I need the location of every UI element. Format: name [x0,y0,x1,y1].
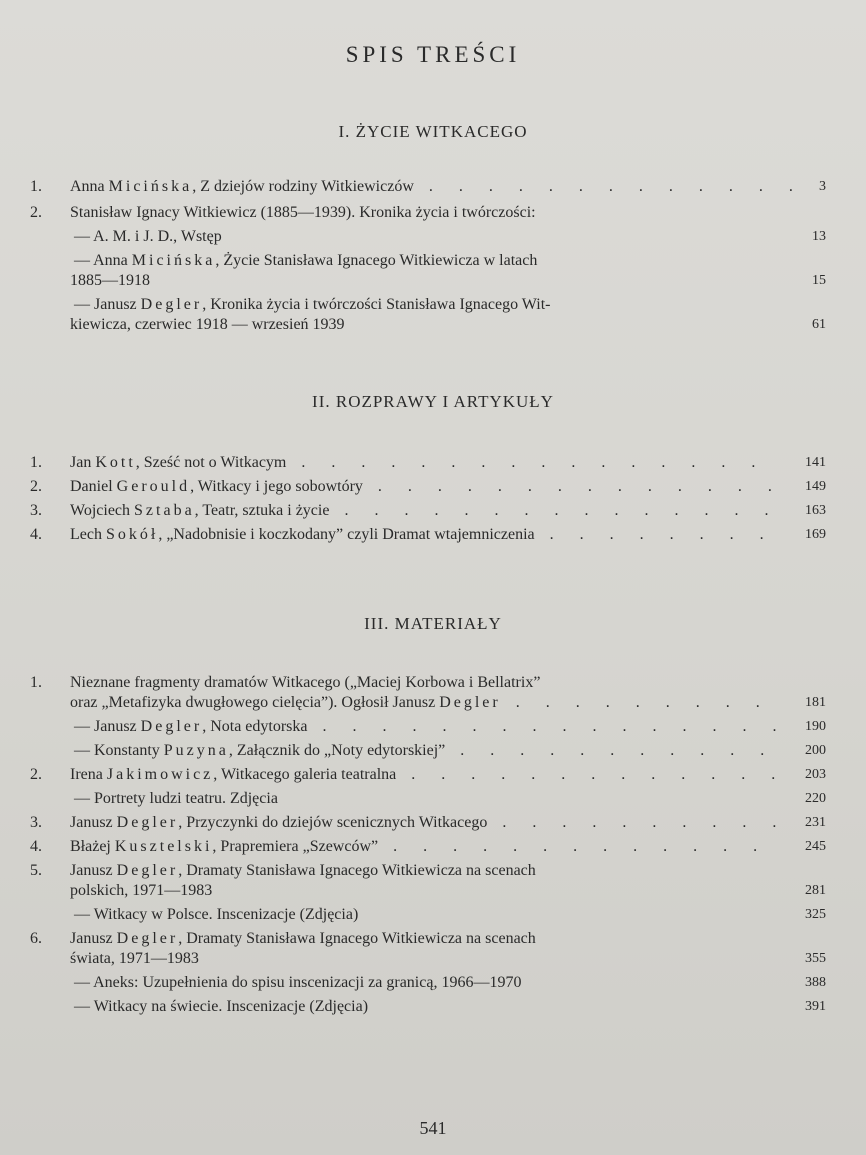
toc-entry [30,500,826,522]
entry-text-after: , Sześć not o Witkacym [135,454,287,471]
entry-title [70,812,787,834]
entry-page: 281 [805,883,826,898]
entry-number: 3. [30,502,42,519]
entry-text-before: — Janusz [74,718,141,735]
toc-entry [30,524,826,546]
entry-page: 325 [805,907,826,922]
author-surname: Puzyna [163,742,229,759]
toc-entry [30,692,826,714]
toc-entry [30,904,826,926]
entry-text-after: , „Nadobnisie i koczkodany” czyli Dramat wtajemniczenia [158,526,535,543]
leader-dots: . . . . . . . . . . . . . . . [329,502,780,519]
toc-entry [30,314,826,336]
entry-text-after: , Załącznik do „Noty edytorskiej” [228,742,446,759]
toc-entry [30,928,826,950]
entry-page: 61 [812,317,826,332]
entry-title: polskich, 1971—1983 [70,882,213,899]
toc-entry [30,836,826,858]
entry-title [74,294,550,316]
entry-number: 2. [30,478,42,495]
entry-title: — A. M. i J. D., Wstęp [74,228,222,245]
entry-page: 13 [812,229,826,244]
entry-text-after: , Kronika życia i twórczości Stanisława Ignacego Wit- [202,296,551,313]
entry-number: 4. [30,838,42,855]
leader-dots: . . . . . . . . . . . . . . . . [307,718,788,735]
entry-page: 181 [805,695,826,710]
author-surname: Degler [116,930,179,947]
leader-dots: . . . . . . . . . [500,694,771,711]
entry-text-after: , Teatr, sztuka i życie [194,502,330,519]
entry-page: 3 [819,179,826,194]
entry-text-before: Janusz [70,862,117,879]
author-surname: Degler [140,718,203,735]
entry-number: 6. [30,930,42,947]
entry-number: 1. [30,178,42,195]
leader-dots: . . . . . . . . . . . . . . . . [286,454,767,471]
entry-text-before: — Janusz [74,296,141,313]
entry-title [70,860,536,882]
entry-text-after: , Nota edytorska [202,718,308,735]
toc-entry [30,294,826,316]
entry-page: 231 [805,815,826,830]
entry-title [74,716,788,738]
entry-title [70,524,775,546]
entry-page: 203 [805,767,826,782]
entry-page: 15 [812,273,826,288]
entry-page: 149 [805,479,826,494]
entry-text-before: Wojciech [70,502,135,519]
entry-title [70,928,536,950]
entry-text-before: Lech [70,526,106,543]
entry-page: 141 [805,455,826,470]
toc-entry [30,716,826,738]
entry-text-after: , Prapremiera „Szewców” [212,838,379,855]
entry-title [74,250,537,272]
entry-page: 388 [805,975,826,990]
toc-entry [30,764,826,786]
entry-page: 245 [805,839,826,854]
section-heading: II. ROZPRAWY I ARTYKUŁY [312,392,554,411]
entry-text-before: — Konstanty [74,742,164,759]
author-surname: Micińska [108,178,193,195]
author-surname: Degler [439,694,501,711]
author-surname: Degler [116,814,179,831]
entry-text-after: , Dramaty Stanisława Ignacego Witkiewicza na scenach [178,930,536,947]
entry-title [74,740,775,762]
author-surname: Sokół [105,526,159,543]
toc-entry [30,226,826,248]
entry-title: — Aneks: Uzupełnienia do spisu inscenizacji za granicą, 1966—1970 [74,974,522,991]
author-surname: Gerould [116,478,191,495]
entry-page: 200 [805,743,826,758]
entry-page: 190 [805,719,826,734]
entry-title [70,692,771,714]
section-heading: I. ŻYCIE WITKACEGO [338,122,528,141]
entry-title [70,176,804,198]
toc-entry [30,476,826,498]
toc-entry [30,672,826,694]
entry-title [70,764,786,786]
entry-number: 3. [30,814,42,831]
toc-entry [30,948,826,970]
entry-text-after: , Z dziejów rodziny Witkiewiczów [192,178,414,195]
entry-number: 1. [30,454,42,471]
toc-entry [30,972,826,994]
author-surname: Micińska [131,252,216,269]
author-surname: Jakimowicz [106,766,214,783]
entry-page: 163 [805,503,826,518]
entry-text-after: , Dramaty Stanisława Ignacego Witkiewicza na scenach [178,862,536,879]
entry-title: Stanisław Ignacy Witkiewicz (1885—1939). Kronika życia i twórczości: [70,204,536,221]
entry-number: 2. [30,766,42,783]
entry-text-before: Daniel [70,478,117,495]
leader-dots: . . . . . . . . . . . . . [378,838,769,855]
entry-title [70,500,779,522]
toc-entry [30,880,826,902]
entry-page: 355 [805,951,826,966]
entry-text-before: Janusz [70,930,117,947]
entry-title: Nieznane fragmenty dramatów Witkacego („Maciej Korbowa i Bellatrix” [70,674,541,691]
page-title: SPIS TREŚCI [345,42,521,67]
leader-dots: . . . . . . . . [534,526,775,543]
entry-text-after: , Życie Stanisława Ignacego Witkiewicza w latach [215,252,538,269]
toc-entry [30,202,826,224]
entry-text-before: Jan [70,454,96,471]
entry-text-after: , Witkacy i jego sobowtóry [190,478,363,495]
toc-entry [30,860,826,882]
author-surname: Sztaba [134,502,195,519]
toc-entry [30,788,826,810]
entry-title: kiewicza, czerwiec 1918 — wrzesień 1939 [70,316,345,333]
entry-text-after: , Witkacego galeria teatralna [213,766,397,783]
leader-dots: . . . . . . . . . . . . . . [362,478,783,495]
author-surname: Kott [95,454,136,471]
leader-dots: . . . . . . . . . . [487,814,788,831]
entry-title: — Witkacy na świecie. Inscenizacje (Zdjęcia) [74,998,369,1015]
entry-title: — Portrety ludzi teatru. Zdjęcia [74,790,278,807]
toc-entry [30,996,826,1018]
entry-number: 2. [30,204,42,221]
entry-number: 1. [30,674,42,691]
entry-page: 391 [805,999,826,1014]
section-heading: III. MATERIAŁY [364,614,502,633]
entry-text-before: Irena [70,766,107,783]
entry-number: 4. [30,526,42,543]
entry-title [70,476,783,498]
author-surname: Degler [116,862,179,879]
entry-text-before: — Anna [74,252,132,269]
entry-title [70,452,766,474]
entry-text-before: oraz „Metafizyka dwugłowego cielęcia”). Ogłosił Janusz [70,694,440,711]
entry-page: 169 [805,527,826,542]
entry-text-after: , Przyczynki do dziejów scenicznych Witkacego [178,814,488,831]
entry-page: 220 [805,791,826,806]
entry-title: 1885—1918 [70,272,150,289]
entry-text-before: Anna [70,178,109,195]
entry-title [70,836,768,858]
toc-entry [30,176,826,198]
toc-entry [30,740,826,762]
toc-entry [30,812,826,834]
entry-text-before: Błażej [70,838,115,855]
author-surname: Kusztelski [114,838,213,855]
entry-title: — Witkacy w Polsce. Inscenizacje (Zdjęcia) [74,906,359,923]
author-surname: Degler [140,296,203,313]
entry-text-before: Janusz [70,814,117,831]
toc-entry [30,270,826,292]
leader-dots: . . . . . . . . . . . . . [396,766,787,783]
toc-entry [30,452,826,474]
leader-dots: . . . . . . . . . . . . . [413,178,804,195]
page-number: 541 [419,1118,447,1138]
toc-entry [30,250,826,272]
leader-dots: . . . . . . . . . . . [445,742,776,759]
entry-number: 5. [30,862,42,879]
entry-title: świata, 1971—1983 [70,950,199,967]
